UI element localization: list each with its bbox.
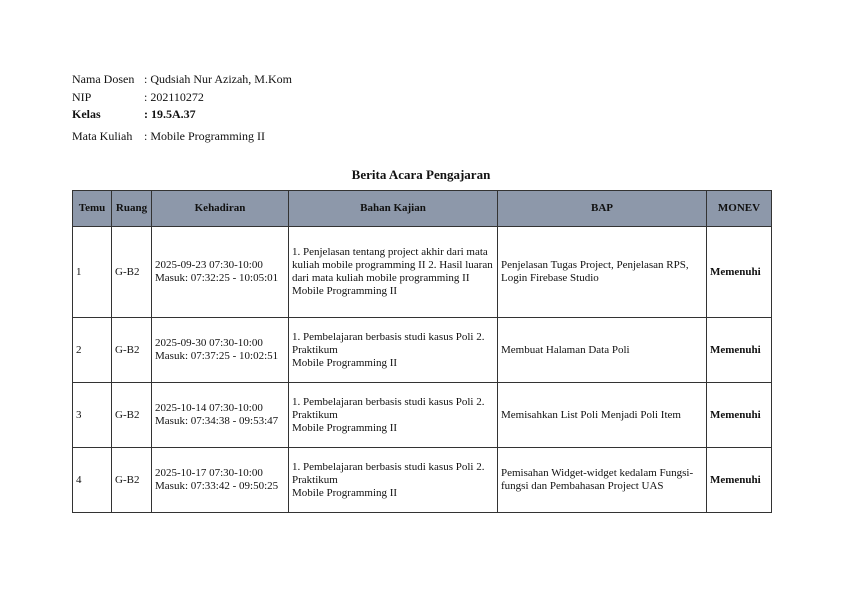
col-header-monev: MONEV	[707, 191, 772, 227]
nip-value: : 202110272	[144, 90, 204, 104]
cell-bahan-kajian	[289, 448, 498, 513]
info-mata-kuliah	[72, 129, 265, 143]
cell-monev: Memenuhi	[707, 448, 772, 513]
bahan-kajian-text: 1. Pembelajaran berbasis studi kasus Poli 2. Praktikum	[292, 330, 485, 356]
cell-monev: Memenuhi	[707, 318, 772, 383]
kehadiran-jadwal: 2025-09-30 07:30-10:00	[155, 337, 263, 349]
cell-kehadiran	[152, 318, 289, 383]
col-header-ruang: Ruang	[112, 191, 152, 227]
bahan-kajian-text: 1. Penjelasan tentang project akhir dari mata kuliah mobile programming II 2. Hasil luaran dari mata kuliah mobile programming II	[292, 246, 493, 284]
cell-monev: Memenuhi	[707, 383, 772, 448]
kehadiran-masuk: Masuk: 07:37:25 - 10:02:51	[155, 350, 279, 362]
bahan-kajian-text: 1. Pembelajaran berbasis studi kasus Poli 2. Praktikum	[292, 460, 485, 486]
cell-kehadiran	[152, 383, 289, 448]
nip-label: NIP	[72, 90, 92, 104]
cell-ruang: G-B2	[112, 318, 152, 383]
cell-bap: Penjelasan Tugas Project, Penjelasan RPS, Login Firebase Studio	[498, 227, 707, 318]
cell-temu: 3	[73, 383, 112, 448]
cell-bahan-kajian	[289, 383, 498, 448]
col-header-bap: BAP	[498, 191, 707, 227]
cell-temu: 1	[73, 227, 112, 318]
nama-dosen-label: Nama Dosen	[72, 72, 135, 86]
col-header-kehadiran: Kehadiran	[152, 191, 289, 227]
cell-ruang: G-B2	[112, 383, 152, 448]
table-row	[73, 383, 772, 448]
page-title: Berita Acara Pengajaran	[351, 167, 491, 182]
bahan-kajian-matkul: Mobile Programming II	[292, 285, 398, 297]
col-header-temu: Temu	[73, 191, 112, 227]
cell-kehadiran	[152, 227, 289, 318]
cell-bahan-kajian	[289, 227, 498, 318]
cell-temu: 4	[73, 448, 112, 513]
cell-temu: 2	[73, 318, 112, 383]
info-kelas	[72, 107, 196, 121]
kehadiran-jadwal: 2025-09-23 07:30-10:00	[155, 259, 263, 271]
bahan-kajian-matkul: Mobile Programming II	[292, 421, 398, 434]
bahan-kajian-text: 1. Pembelajaran berbasis studi kasus Poli 2. Praktikum	[292, 395, 485, 421]
info-nama-dosen	[72, 72, 292, 86]
bahan-kajian-matkul: Mobile Programming II	[292, 486, 398, 499]
table-row	[73, 227, 772, 318]
info-nip	[72, 90, 204, 104]
mata-kuliah-label: Mata Kuliah	[72, 129, 133, 143]
nama-dosen-value: : Qudsiah Nur Azizah, M.Kom	[144, 72, 292, 86]
mata-kuliah-value: : Mobile Programming II	[144, 129, 265, 143]
kehadiran-masuk: Masuk: 07:33:42 - 09:50:25	[155, 480, 279, 492]
kehadiran-jadwal: 2025-10-14 07:30-10:00	[155, 402, 263, 414]
col-header-bahan-kajian: Bahan Kajian	[289, 191, 498, 227]
table-header-row	[73, 191, 772, 227]
cell-ruang: G-B2	[112, 227, 152, 318]
cell-ruang: G-B2	[112, 448, 152, 513]
kehadiran-masuk: Masuk: 07:34:38 - 09:53:47	[155, 415, 279, 427]
cell-monev: Memenuhi	[707, 227, 772, 318]
table-row	[73, 318, 772, 383]
cell-bap: Membuat Halaman Data Poli	[498, 318, 707, 383]
cell-bap: Memisahkan List Poli Menjadi Poli Item	[498, 383, 707, 448]
cell-kehadiran	[152, 448, 289, 513]
kehadiran-jadwal: 2025-10-17 07:30-10:00	[155, 467, 263, 479]
kelas-value: : 19.5A.37	[144, 107, 196, 121]
bap-table	[72, 190, 772, 513]
cell-bahan-kajian	[289, 318, 498, 383]
table-row	[73, 448, 772, 513]
kelas-label: Kelas	[72, 107, 101, 121]
kehadiran-masuk: Masuk: 07:32:25 - 10:05:01	[155, 272, 279, 284]
cell-bap: Pemisahan Widget-widget kedalam Fungsi-fungsi dan Pembahasan Project UAS	[498, 448, 707, 513]
bahan-kajian-matkul: Mobile Programming II	[292, 356, 398, 369]
